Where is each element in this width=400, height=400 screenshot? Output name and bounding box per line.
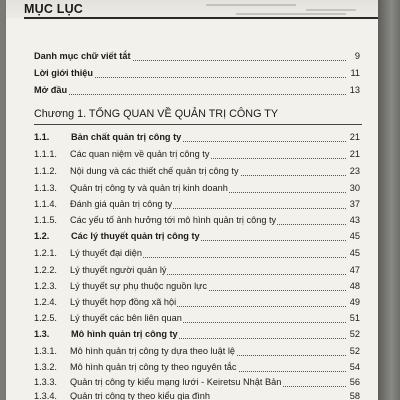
page-number: 23 (349, 166, 360, 176)
page-number: 37 (349, 199, 360, 209)
book-spine-shadow (378, 0, 400, 400)
toc-subsection[interactable]: 1.3.1. Mô hình quản trị công ty dựa theo luật lệ 52 (34, 346, 360, 356)
page-number: 30 (349, 183, 360, 193)
toc-entry-introduction[interactable]: Lời giới thiệu 11 (34, 68, 360, 78)
toc-subsection[interactable]: 1.2.4. Lý thuyết hợp đồng xã hội 49 (34, 297, 360, 307)
page-number: 54 (349, 362, 360, 372)
page-title: MỤC LỤC (24, 2, 84, 16)
toc-section[interactable]: 1.2. Các lý thuyết quản trị công ty 45 (34, 231, 360, 241)
toc-section[interactable]: 1.1. Bản chất quản trị công ty 21 (34, 132, 360, 142)
toc-subsection[interactable]: 1.2.3. Lý thuyết sự phụ thuộc nguồn lực 48 (34, 281, 360, 291)
toc-subsection[interactable]: 1.1.5. Các yếu tố ảnh hưởng tới mô hình quản trị công ty 43 (34, 215, 360, 225)
page-number: 9 (354, 51, 360, 61)
page-number: 13 (349, 85, 360, 95)
toc-header (24, 2, 378, 18)
book-page (6, 0, 378, 400)
header-rule (24, 17, 378, 19)
toc-subsection[interactable]: 1.3.4. Quản trị công ty theo kiểu gia đình 58 (34, 390, 360, 400)
toc-subsection[interactable]: 1.2.5. Lý thuyết các bên liên quan 51 (34, 313, 360, 323)
page-number: 56 (349, 377, 360, 387)
toc-subsection[interactable]: 1.1.3. Quản trị công ty và quản trị kinh doanh 30 (34, 183, 360, 193)
page-number: 48 (349, 281, 360, 291)
page-number: 52 (349, 346, 360, 356)
page-number: 21 (349, 132, 360, 142)
page-number: 11 (350, 68, 360, 78)
toc-subsection[interactable]: 1.3.3. Quản trị công ty kiểu mạng lưới - Keiretsu Nhật Bản 56 (34, 377, 360, 387)
page-number: 45 (349, 231, 360, 241)
toc-subsection[interactable]: 1.2.2. Lý thuyết người quản lý 47 (34, 265, 360, 275)
page-number: 45 (349, 248, 360, 258)
page-number: 58 (349, 390, 360, 400)
chapter-title[interactable]: Chương 1. TỔNG QUAN VỀ QUẢN TRỊ CÔNG TY (34, 108, 279, 120)
toc-entry-abbreviations[interactable]: Danh mục chữ viết tắt 9 (34, 51, 360, 61)
toc-subsection[interactable]: 1.1.1. Các quan niệm về quản trị công ty 21 (34, 149, 360, 159)
toc-section[interactable]: 1.3. Mô hình quản trị công ty 52 (34, 329, 360, 339)
page-number: 43 (349, 215, 360, 225)
page-number: 52 (349, 329, 360, 339)
chapter-rule (34, 124, 362, 125)
page-number: 47 (349, 265, 360, 275)
page-number: 49 (349, 297, 360, 307)
page-number: 51 (349, 313, 360, 323)
toc-subsection[interactable]: 1.1.4. Đánh giá quản trị công ty 37 (34, 199, 360, 209)
toc-subsection[interactable]: 1.3.2. Mô hình quản trị công ty theo nguyên tắc 54 (34, 362, 360, 372)
page-number: 21 (349, 149, 360, 159)
toc-subsection[interactable]: 1.2.1. Lý thuyết đại diện 45 (34, 248, 360, 258)
toc-entry-opening[interactable]: Mở đầu 13 (34, 85, 360, 95)
toc-subsection[interactable]: 1.1.2. Nội dung và các thiết chế quản trị công ty 23 (34, 166, 360, 176)
